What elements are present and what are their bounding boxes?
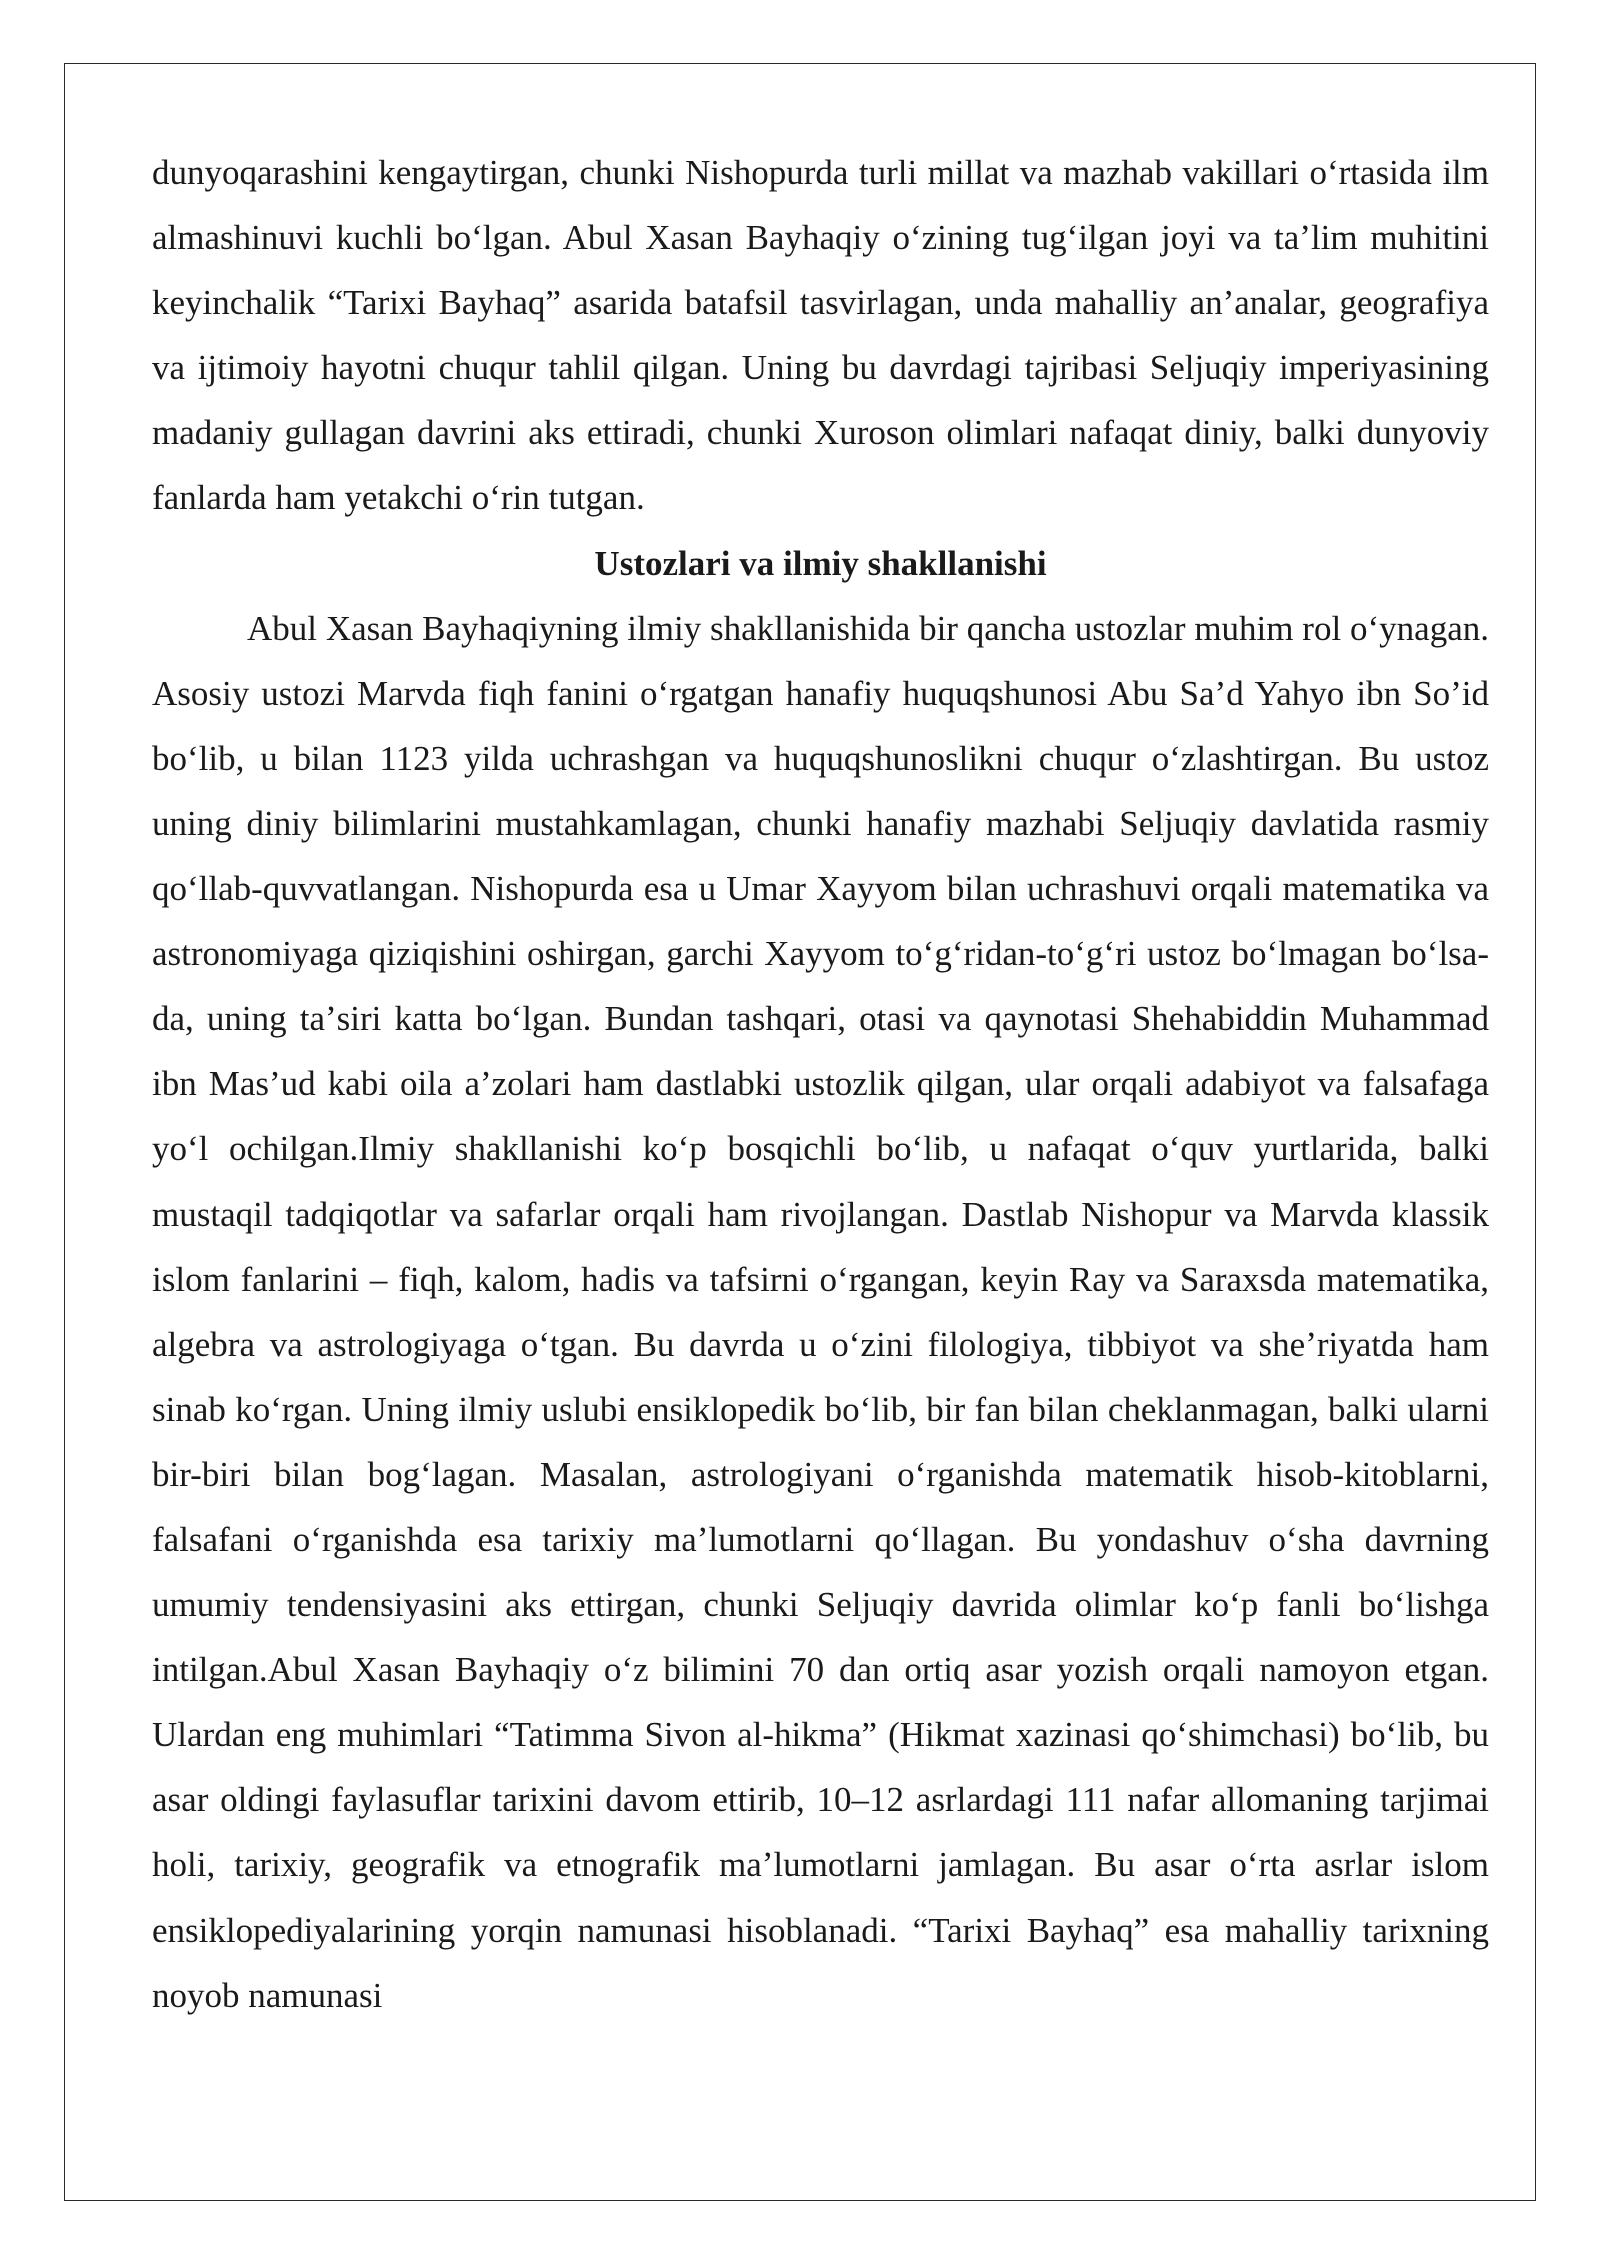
paragraph-intro-continuation: dunyoqarashini kengaytirgan, chunki Nishopurda turli millat va mazhab vakillari oʻrtasida ilm almashinuvi kuchli boʻlgan. Abul Xasan Bayhaqiy oʻzining tugʻilgan joyi va taʼlim muhitini keyinchalik “Tarixi Bayhaq” asarida batafsil tasvirlagan, unda mahalliy an’analar, geografiya va ijtimoiy hayotni chuqur tahlil qilgan. Uning bu davrdagi tajribasi Seljuqiy imperiyasining madaniy gullagan davrini aks ettiradi, chunki Xuroson olimlari nafaqat diniy, balki dunyoviy fanlarda ham yetakchi oʻrin tutgan.: [152, 153, 1489, 518]
document-body: [152, 140, 1489, 2028]
section-heading: Ustozlari va ilmiy shakllanishi: [594, 543, 1047, 583]
paragraph-teachers-formation: Abul Xasan Bayhaqiyning ilmiy shakllanishida bir qancha ustozlar muhim rol oʻynagan. Asosiy ustozi Marvda fiqh fanini oʻrgatgan hanafiy huquqshunosi Abu Sa’d Yahyo ibn So’id boʻlib, u bilan 1123 yilda uchrashgan va huquqshunoslikni chuqur oʻzlashtirgan. Bu ustoz uning diniy bilimlarini mustahkamlagan, chunki hanafiy mazhabi Seljuqiy davlatida rasmiy qoʻllab-quvvatlangan. Nishopurda esa u Umar Xayyom bilan uchrashuvi orqali matematika va astronomiyaga qiziqishini oshirgan, garchi Xayyom toʻgʻridan-toʻgʻri ustoz boʻlmagan boʻlsa-da, uning taʼsiri katta boʻlgan. Bundan tashqari, otasi va qaynotasi Shehabiddin Muhammad ibn Mas’ud kabi oila a’zolari ham dastlabki ustozlik qilgan, ular orqali adabiyot va falsafaga yoʻl ochilgan.Ilmiy shakllanishi koʻp bosqichli boʻlib, u nafaqat oʻquv yurtlarida, balki mustaqil tadqiqotlar va safarlar orqali ham rivojlangan. Dastlab Nishopur va Marvda klassik islom fanlarini – fiqh, kalom, hadis va tafsirni oʻrgangan, keyin Ray va Saraxsda matematika, algebra va astrologiyaga oʻtgan. Bu davrda u oʻzini filologiya, tibbiyot va sheʼriyatda ham sinab koʻrgan. Uning ilmiy uslubi ensiklopedik boʻlib, bir fan bilan cheklanmagan, balki ularni bir-biri bilan bogʻlagan. Masalan, astrologiyani oʻrganishda matematik hisob-kitoblarni, falsafani oʻrganishda esa tarixiy maʼlumotlarni qoʻllagan. Bu yondashuv oʻsha davrning umumiy tendensiyasini aks ettirgan, chunki Seljuqiy davrida olimlar koʻp fanli boʻlishga intilgan.Abul Xasan Bayhaqiy oʻz bilimini 70 dan ortiq asar yozish orqali namoyon etgan. Ulardan eng muhimlari “Tatimma Sivon al-hikma” (Hikmat xazinasi qoʻshimchasi) boʻlib, bu asar oldingi faylasuflar tarixini davom ettirib, 10–12 asrlardagi 111 nafar allomaning tarjimai holi, tarixiy, geografik va etnografik maʼlumotlarni jamlagan. Bu asar oʻrta asrlar islom ensiklopediyalarining yorqin namunasi hisoblanadi. “Tarixi Bayhaq” esa mahalliy tarixning noyob namunasi: [152, 608, 1489, 2015]
